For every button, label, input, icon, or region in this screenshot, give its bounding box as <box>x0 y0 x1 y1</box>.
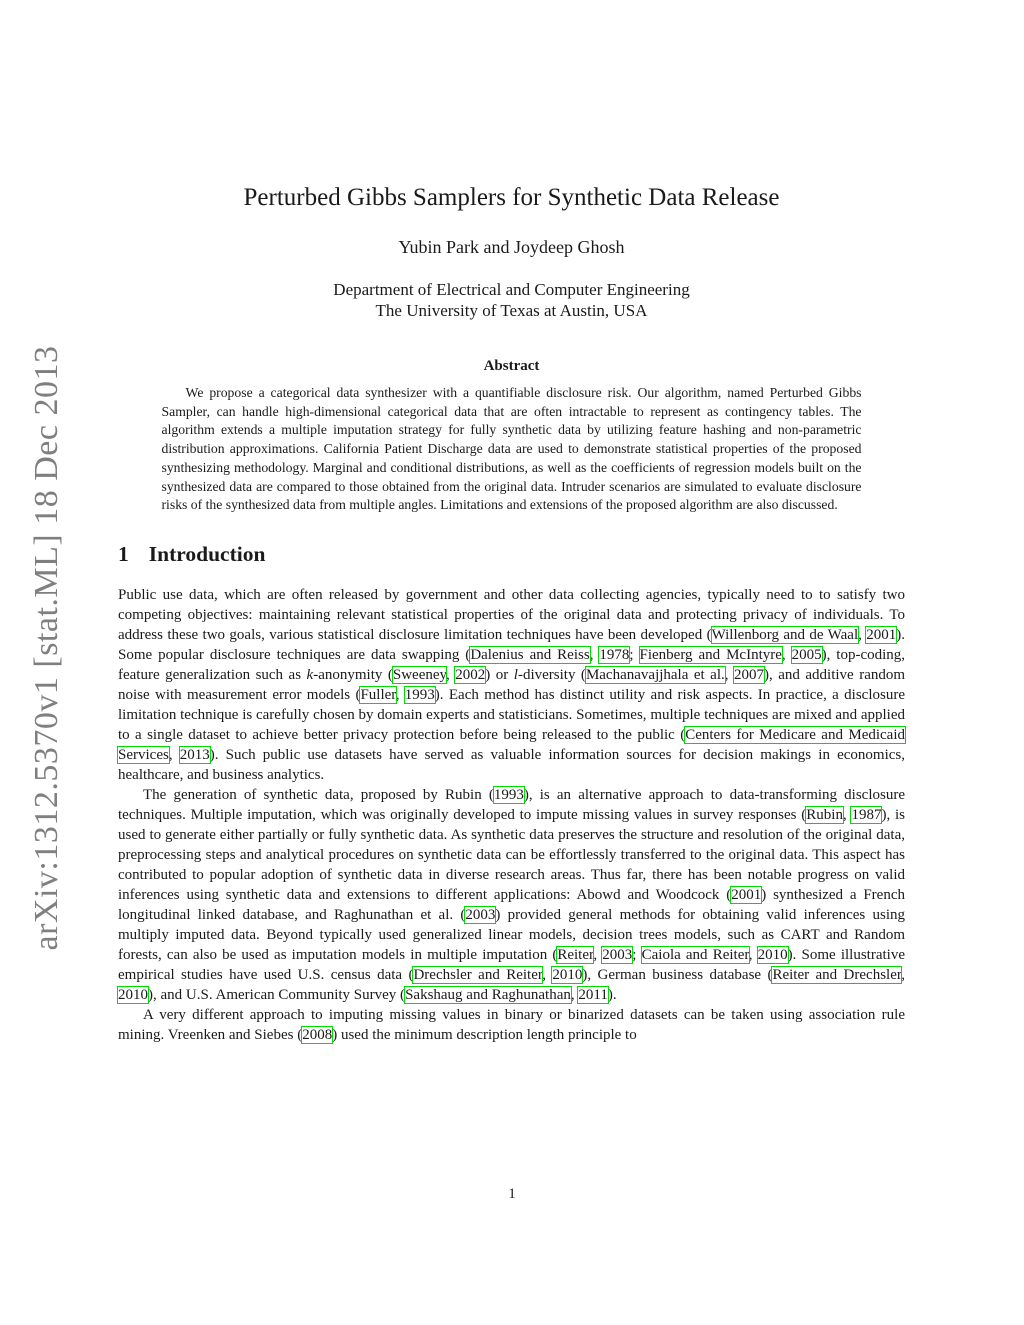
section-title: Introduction <box>148 541 266 566</box>
citation-link[interactable]: 2011 <box>578 986 608 1003</box>
section-number: 1 <box>118 541 129 566</box>
citation-link[interactable]: Fuller <box>360 686 396 703</box>
citation-link[interactable]: 2001 <box>866 626 897 643</box>
citation-link[interactable]: Drechsler and Reiter <box>413 966 543 983</box>
paper-content <box>118 183 905 1045</box>
affiliation-department: Department of Electrical and Computer Engineering <box>333 280 690 299</box>
citation-link[interactable]: 2003 <box>465 906 496 923</box>
citation-link[interactable]: 1978 <box>599 646 630 663</box>
intro-paragraphs <box>118 585 905 1045</box>
citation-link[interactable]: 2005 <box>791 646 822 663</box>
citation-link[interactable]: 2013 <box>179 746 210 763</box>
paragraph: The generation of synthetic data, proposed by Rubin (1993), is an alternative approach to data-transforming disclosure techniques. Multiple imputation, which was originally developed to impute missing values in survey responses (Rubin, 1987), is used to generate either partially or fully synthetic data. As synthetic data preserves the structure and resolution of the original data, preprocessing steps and analytical procedures on synthetic data can be effortlessly transferred to the original data. This aspect has contributed to popular adoption of synthetic data in diverse research areas. Thus far, there has been notable progress on valid inferences using synthetic data and extensions to different applications: Abowd and Woodcock (2001) synthesized a French longitudinal linked database, and Raghunathan et al. (2003) provided general methods for obtaining valid inferences using multiply imputed data. Beyond typically used generalized linear models, decision trees models, such as CART and Random forests, can also be used as imputation models in multiple imputation (Reiter, 2003; Caiola and Reiter, 2010). Some illustrative empirical studies have used U.S. census data (Drechsler and Reiter, 2010), German business database (Reiter and Drechsler, 2010), and U.S. American Community Survey (Sakshaug and Raghunathan, 2011). <box>118 786 905 1003</box>
paragraph: A very different approach to imputing missing values in binary or binarized datasets can be taken using association rule mining. Vreenken and Siebes (2008) used the minimum description length principle to <box>118 1006 905 1043</box>
citation-link[interactable]: Dalenius and Reiss <box>470 646 590 663</box>
page-number: 1 <box>508 1186 516 1202</box>
citation-link[interactable]: Reiter <box>557 946 594 963</box>
paper-title: Perturbed Gibbs Samplers for Synthetic Data Release <box>243 184 780 211</box>
citation-link[interactable]: 1993 <box>493 786 524 803</box>
citation-link[interactable]: 2008 <box>302 1026 333 1043</box>
citation-link[interactable]: 2010 <box>757 946 788 963</box>
citation-link[interactable]: 2007 <box>734 666 765 683</box>
italic-term: l <box>513 666 518 683</box>
citation-link[interactable]: 1987 <box>851 806 882 823</box>
section-heading-introduction <box>118 542 905 567</box>
italic-term: k <box>306 666 314 683</box>
citation-link[interactable]: Sweeney <box>392 666 447 683</box>
authors-line: Yubin Park and Joydeep Ghosh <box>398 237 625 257</box>
affiliation-university: The University of Texas at Austin, USA <box>375 301 648 320</box>
citation-link[interactable]: 2010 <box>552 966 583 983</box>
citation-link[interactable]: Sakshaug and Raghunathan <box>405 986 571 1003</box>
citation-link[interactable]: Machanavajjhala et al. <box>585 666 725 683</box>
citation-link[interactable]: Rubin <box>806 806 843 823</box>
citation-link[interactable]: 2002 <box>455 666 486 683</box>
citation-link[interactable]: 2001 <box>731 886 762 903</box>
abstract-heading: Abstract <box>483 358 540 374</box>
citation-link[interactable]: Willenborg and de Waal <box>711 626 859 643</box>
citation-link[interactable]: Centers for Medicare and Medicaid Services <box>118 726 905 763</box>
citation-link[interactable]: Fienberg and McIntyre <box>639 646 782 663</box>
citation-link[interactable]: Reiter and Drechsler <box>772 966 902 983</box>
arxiv-watermark: arXiv:1312.5370v1 [stat.ML] 18 Dec 2013 <box>28 345 65 951</box>
abstract-text: We propose a categorical data synthesizer with a quantifiable disclosure risk. Our algorithm, named Perturbed Gibbs Sampler, can handle high-dimensional categorical data that are often intractable to represent as contingency tables. The algorithm extends a multiple imputation strategy for fully synthetic data by utilizing feature hashing and non-parametric distribution approximations. California Patient Discharge data are used to demonstrate statistical properties of the proposed synthesizing methodology. Marginal and conditional distributions, as well as the coefficients of regression models built on the synthesized data are compared to those obtained from the original data. Intruder scenarios are simulated to evaluate disclosure risks of the synthesized data from multiple angles. Limitations and extensions of the proposed algorithm are also discussed. <box>161 385 862 513</box>
paragraph: Public use data, which are often released by government and other data collecting agencies, typically need to to satisfy two competing objectives: maintaining relevant statistical properties of the original data and protecting privacy of individuals. To address these two goals, various statistical disclosure limitation techniques have been developed (Willenborg and de Waal, 2001). Some popular disclosure techniques are data swapping (Dalenius and Reiss, 1978; Fienberg and McIntyre, 2005), top-coding, feature generalization such as k-anonymity (Sweeney, 2002) or l-diversity (Machanavajjhala et al., 2007), and additive random noise with measurement error models (Fuller, 1993). Each method has distinct utility and risk aspects. In practice, a disclosure limitation technique is carefully chosen by domain experts and statisticians. Sometimes, multiple techniques are mixed and applied to a single dataset to achieve better privacy protection before being released to the public (Centers for Medicare and Medicaid Services, 2013). Such public use datasets have served as valuable information sources for decision makings in economics, healthcare, and business analytics. <box>118 586 906 783</box>
citation-link[interactable]: 2010 <box>118 986 148 1003</box>
citation-link[interactable]: 1993 <box>404 686 435 703</box>
affiliation-block <box>118 279 905 321</box>
citation-link[interactable]: 2003 <box>602 946 633 963</box>
citation-link[interactable]: Caiola and Reiter <box>641 946 749 963</box>
